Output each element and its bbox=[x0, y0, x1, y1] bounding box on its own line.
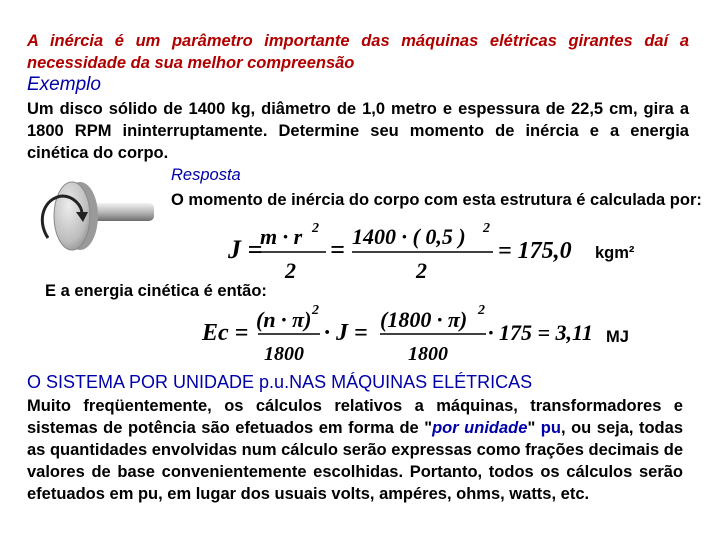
section-body bbox=[27, 395, 683, 505]
intro-text: A inércia é um parâmetro importante das máquinas elétricas girantes daí a necessidade da sua melhor compreensão bbox=[27, 32, 689, 72]
problem-statement: Um disco sólido de 1400 kg, diâmetro de 1,0 metro e espessura de 22,5 cm, gira a 1800 RPM ininterruptamente. Determine seu momento de inércia e a energia cinética do corpo. bbox=[27, 100, 689, 162]
eq1-result: = 175,0 bbox=[498, 238, 572, 264]
eq1-den2: 2 bbox=[416, 258, 427, 283]
emphasis-por-unidade: por unidade bbox=[432, 419, 528, 437]
eq2-num1: (n · π) bbox=[256, 307, 312, 332]
answer-label: Resposta bbox=[171, 166, 241, 184]
eq2-unit: MJ bbox=[606, 328, 629, 346]
quote-close: " bbox=[527, 419, 541, 437]
eq2-exp1: 2 bbox=[312, 303, 319, 318]
emphasis-pu: pu bbox=[540, 419, 561, 437]
eq2-num2: (1800 · π) bbox=[380, 307, 468, 332]
rotating-disc-illustration bbox=[28, 180, 158, 255]
eq1-num1: m · r bbox=[260, 224, 303, 249]
eq1-exp2: 2 bbox=[483, 221, 490, 236]
eq1-exp1: 2 bbox=[312, 221, 319, 236]
quote-open: " bbox=[424, 419, 433, 437]
eq1-num2: 1400 · ( 0,5 ) bbox=[352, 224, 466, 249]
eq2-result: · 175 = 3,11 bbox=[488, 320, 593, 345]
eq2-den2: 1800 bbox=[408, 343, 448, 364]
eq2-mid: · J = bbox=[324, 320, 368, 346]
answer-text: O momento de inércia do corpo com esta estrutura é calculada por: bbox=[171, 191, 702, 209]
eq2-exp2: 2 bbox=[478, 303, 485, 318]
eq1-unit: kgm² bbox=[595, 244, 635, 262]
example-heading: Exemplo bbox=[27, 74, 101, 95]
kinetic-energy-equation bbox=[196, 298, 606, 364]
eq1-lhs: J = bbox=[228, 235, 263, 264]
eq1-den1: 2 bbox=[285, 258, 296, 283]
section-title: O SISTEMA POR UNIDADE p.u.NAS MÁQUINAS ELÉTRICAS bbox=[27, 372, 533, 392]
section-body-part2: , ou seja, todas as quantidades envolvidas num cálculo serão expressas como frações decimais de valores de base convenientemente escolhidas. Portanto, todos os cálculos serão efetuados em pu, em lugar dos usuais volts, ampéres, ohms, watts, etc. bbox=[27, 419, 683, 503]
inertia-equation bbox=[200, 216, 600, 286]
eq2-lhs: Ec = bbox=[202, 320, 249, 346]
kinetic-label: E a energia cinética é então: bbox=[45, 282, 267, 300]
section-body-part1: Muito freqüentemente, os cálculos relativos a máquinas, transformadores e sistemas de potência são efetuados em forma de bbox=[27, 397, 683, 437]
eq2-den1: 1800 bbox=[264, 343, 304, 364]
eq1-equals: = bbox=[330, 235, 345, 264]
